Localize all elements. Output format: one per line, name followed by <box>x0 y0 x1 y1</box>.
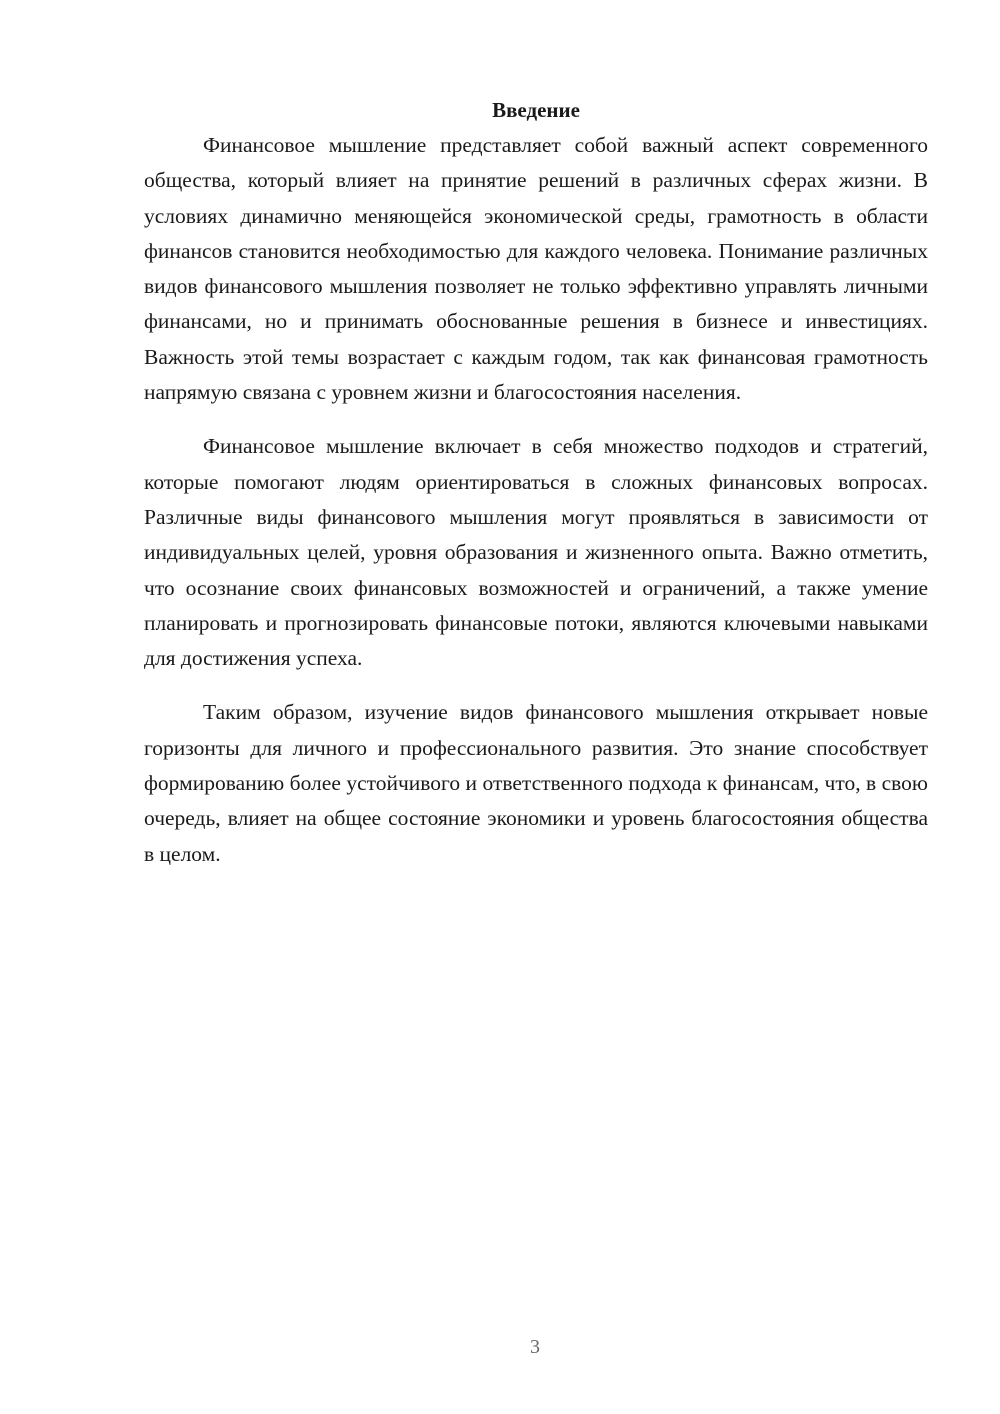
section-heading: Введение <box>492 98 580 122</box>
page-content <box>144 92 928 872</box>
paragraph-2: Финансовое мышление включает в себя множество подходов и стратегий, которые помогают людям ориентироваться в сложных финансовых вопросах. Различные виды финансового мышления могут проявляться в зависимости от индивидуальных целей, уровня образования и жизненного опыта. Важно отметить, что осознание своих финансовых возможностей и ограничений, а также умение планировать и прогнозировать финансовые потоки, являются ключевыми навыками для достижения успеха. <box>144 434 928 671</box>
paragraph-3: Таким образом, изучение видов финансового мышления открывает новые горизонты для личного и профессионального развития. Это знание способствует формированию более устойчивого и ответственного подхода к финансам, что, в свою очередь, влияет на общее состояние экономики и уровень благосостояния общества в целом. <box>144 700 928 866</box>
page-number: 3 <box>530 1336 540 1358</box>
paragraph-1: Финансовое мышление представляет собой важный аспект современного общества, который влияет на принятие решений в различных сферах жизни. В условиях динамично меняющейся экономической среды, грамотность в области финансов становится необходимостью для каждого человека. Понимание различных видов финансового мышления позволяет не только эффективно управлять личными финансами, но и принимать обоснованные решения в бизнесе и инвестициях. Важность этой темы возрастает с каждым годом, так как финансовая грамотность напрямую связана с уровнем жизни и благосостояния населения. <box>144 133 928 405</box>
